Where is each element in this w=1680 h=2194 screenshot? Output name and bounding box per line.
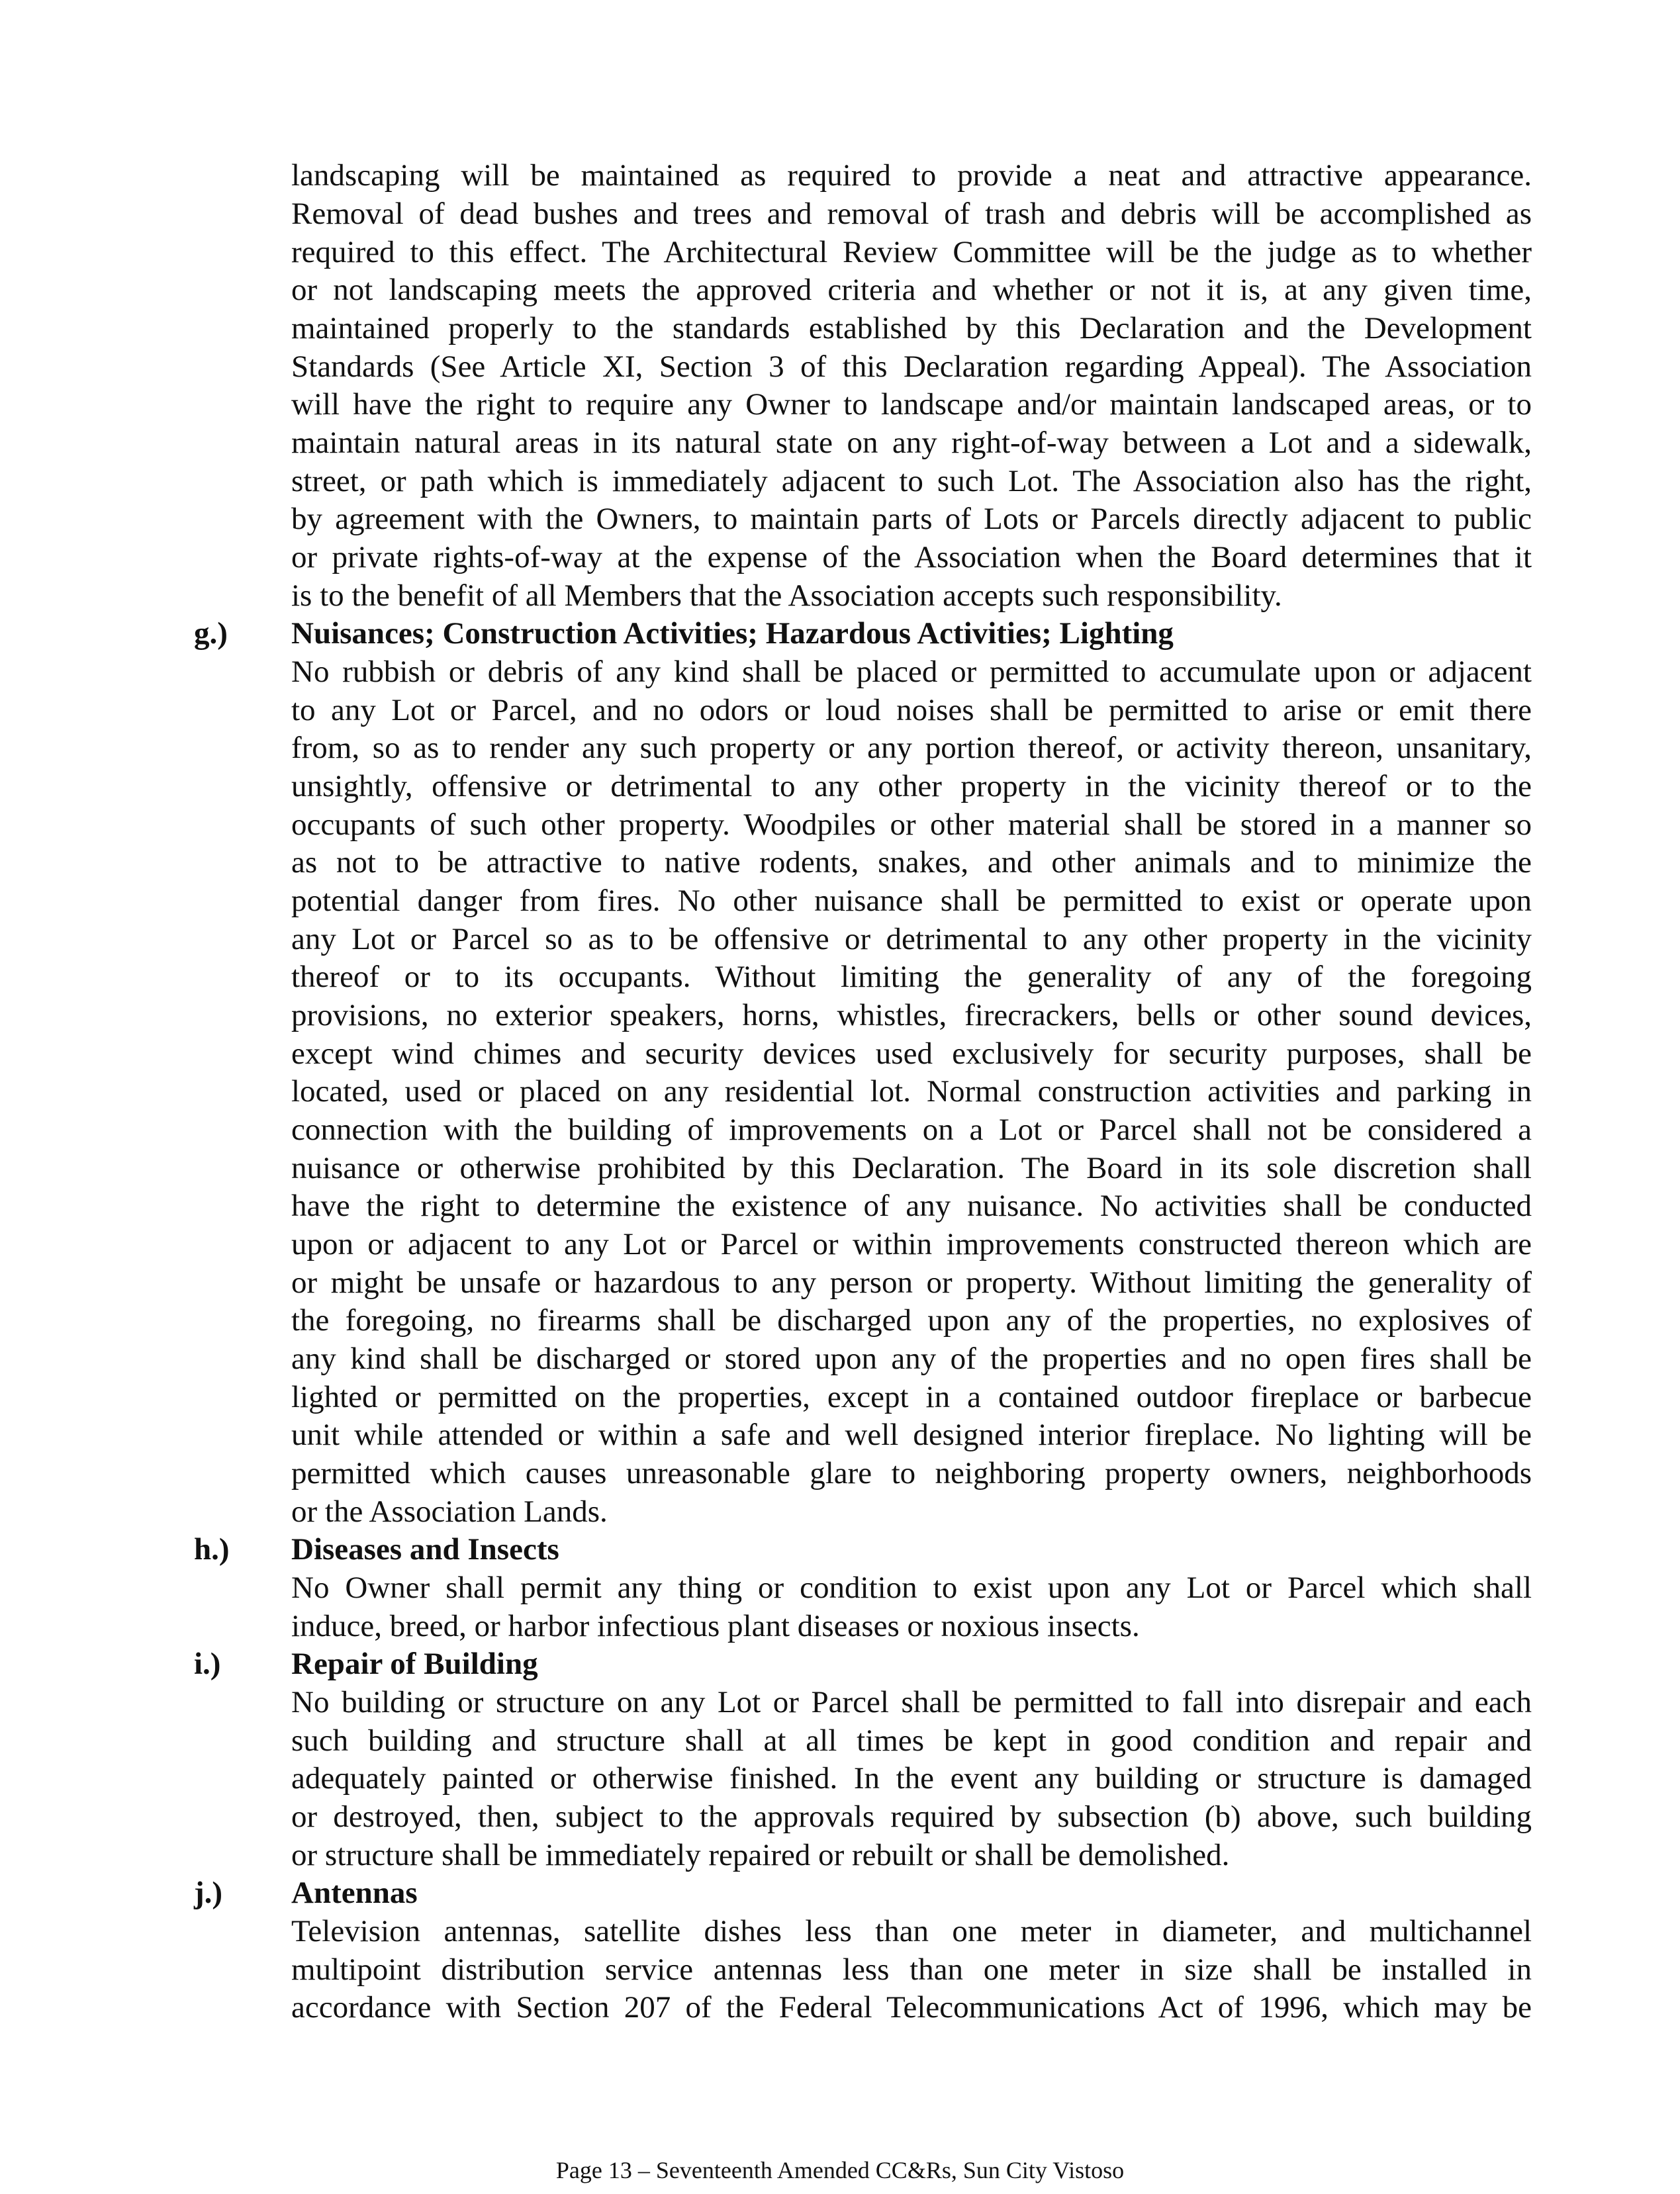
intro-line: by agreement with the Owners, to maintain parts of Lots or Parcels directly adjacent to public [291,502,1532,536]
section-i-line: such building and structure shall at all times be kept in good condition and repair and [291,1723,1532,1758]
section-i-line: No building or structure on any Lot or Parcel shall be permitted to fall into disrepair and each [291,1685,1532,1719]
intro-line: maintained properly to the standards established by this Declaration and the Development [291,311,1532,345]
intro-line: required to this effect. The Architectural Review Committee will be the judge as to whether [291,235,1532,269]
section-g-line: unit while attended or within a safe and well designed interior fireplace. No lighting will be [291,1418,1532,1452]
section-heading-j: Antennas [291,1876,418,1910]
section-g-line: as not to be attractive to native rodents, snakes, and other animals and to minimize the [291,845,1532,880]
section-j-line: accordance with Section 207 of the Federal Telecommunications Act of 1996, which may be [291,1990,1532,2025]
section-g-line: connection with the building of improvements on a Lot or Parcel shall not be considered a [291,1113,1532,1147]
section-label-h: h.) [194,1532,230,1567]
section-g-line: or the Association Lands. [291,1494,608,1529]
section-i-line: adequately painted or otherwise finished. In the event any building or structure is damaged [291,1761,1532,1796]
intro-line: street, or path which is immediately adjacent to such Lot. The Association also has the right, [291,464,1532,498]
section-heading-h: Diseases and Insects [291,1532,559,1567]
section-i-line: or structure shall be immediately repaired or rebuilt or shall be demolished. [291,1838,1230,1872]
section-g-line: occupants of such other property. Woodpiles or other material shall be stored in a manner so [291,807,1532,842]
intro-line: is to the benefit of all Members that the Association accepts such responsibility. [291,578,1282,613]
section-g-line: any Lot or Parcel so as to be offensive or detrimental to any other property in the vicinity [291,922,1532,956]
section-g-line: from, so as to render any such property or any portion thereof, or activity thereon, unsanitary, [291,731,1532,765]
section-g-line: located, used or placed on any residential lot. Normal construction activities and parking in [291,1074,1532,1109]
intro-line: maintain natural areas in its natural state on any right-of-way between a Lot and a sidewalk, [291,426,1532,460]
intro-line: landscaping will be maintained as required to provide a neat and attractive appearance. [291,158,1532,193]
section-i-line: or destroyed, then, subject to the approvals required by subsection (b) above, such building [291,1800,1532,1834]
page-footer: Page 13 – Seventeenth Amended CC&Rs, Sun City Vistoso [555,2157,1125,2183]
section-g-line: thereof or to its occupants. Without limiting the generality of any of the foregoing [291,960,1532,994]
section-h-line: induce, breed, or harbor infectious plant diseases or noxious insects. [291,1609,1140,1643]
section-g-line: unsightly, offensive or detrimental to any other property in the vicinity thereof or to the [291,769,1532,803]
section-g-line: nuisance or otherwise prohibited by this Declaration. The Board in its sole discretion shall [291,1151,1532,1185]
intro-line: or not landscaping meets the approved criteria and whether or not it is, at any given time, [291,273,1532,307]
section-g-line: any kind shall be discharged or stored upon any of the properties and no open fires shall be [291,1342,1532,1376]
intro-line: Removal of dead bushes and trees and removal of trash and debris will be accomplished as [291,197,1532,231]
section-g-line: No rubbish or debris of any kind shall be placed or permitted to accumulate upon or adjacent [291,655,1532,689]
section-heading-g: Nuisances; Construction Activities; Hazardous Activities; Lighting [291,616,1174,651]
intro-line: Standards (See Article XI, Section 3 of this Declaration regarding Appeal). The Association [291,349,1532,384]
intro-line: or private rights-of-way at the expense of the Association when the Board determines that it [291,540,1532,574]
section-g-line: potential danger from fires. No other nuisance shall be permitted to exist or operate upon [291,884,1532,918]
section-g-line: permitted which causes unreasonable glare to neighboring property owners, neighborhoods [291,1456,1532,1490]
section-g-line: provisions, no exterior speakers, horns, whistles, firecrackers, bells or other sound devices, [291,998,1532,1032]
section-g-line: upon or adjacent to any Lot or Parcel or within improvements constructed thereon which are [291,1227,1532,1261]
section-g-line: except wind chimes and security devices used exclusively for security purposes, shall be [291,1036,1532,1071]
section-j-line: multipoint distribution service antennas less than one meter in size shall be installed in [291,1952,1532,1987]
section-j-line: Television antennas, satellite dishes less than one meter in diameter, and multichannel [291,1914,1532,1948]
section-g-line: to any Lot or Parcel, and no odors or loud noises shall be permitted to arise or emit there [291,693,1532,727]
section-g-line: lighted or permitted on the properties, except in a contained outdoor fireplace or barbecue [291,1380,1532,1414]
section-label-g: g.) [194,616,228,651]
intro-line: will have the right to require any Owner to landscape and/or maintain landscaped areas, or to [291,387,1532,422]
section-heading-i: Repair of Building [291,1647,538,1681]
section-h-line: No Owner shall permit any thing or condition to exist upon any Lot or Parcel which shall [291,1571,1532,1605]
section-label-i: i.) [194,1647,221,1681]
section-g-line: have the right to determine the existence of any nuisance. No activities shall be conducted [291,1189,1532,1223]
section-label-j: j.) [194,1876,223,1910]
section-g-line: the foregoing, no firearms shall be discharged upon any of the properties, no explosives of [291,1303,1532,1338]
section-g-line: or might be unsafe or hazardous to any person or property. Without limiting the generality of [291,1265,1532,1300]
